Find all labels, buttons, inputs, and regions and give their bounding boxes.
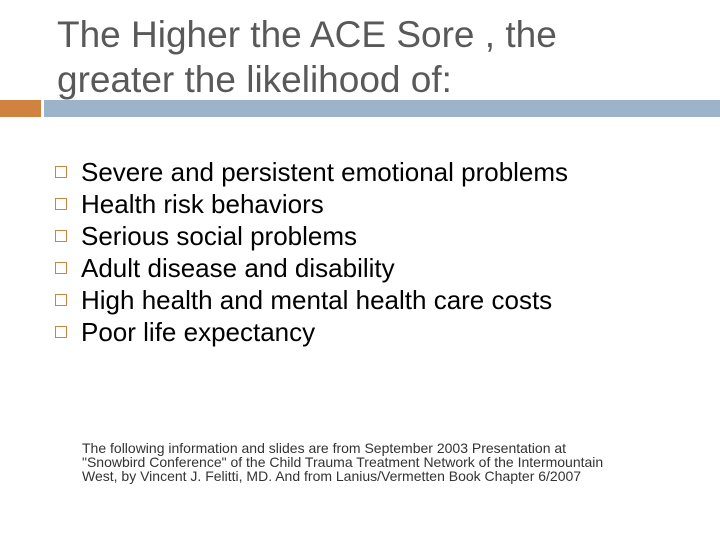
square-bullet-icon [55, 262, 67, 274]
bullet-text: Health risk behaviors [81, 189, 324, 219]
bullet-text: Poor life expectancy [81, 317, 316, 347]
source-footnote: The following information and slides are from September 2003 Presentation at "Snowbird Conference" of the Child Trauma Treatment Network of the Intermountain West, by Vincent J. Felitti, MD. And from Lanius/Vermetten Book Chapter 6/2007 [82, 440, 604, 484]
bullet-text: Adult disease and disability [81, 253, 395, 283]
square-bullet-icon [55, 294, 67, 306]
square-bullet-icon [55, 166, 67, 178]
bullet-text: Serious social problems [81, 221, 358, 251]
bullet-text: Severe and persistent emotional problems [81, 157, 569, 187]
square-bullet-icon [55, 326, 67, 338]
square-bullet-icon [55, 230, 67, 242]
square-bullet-icon [55, 198, 67, 210]
bullet-text: High health and mental health care costs [81, 285, 553, 315]
slide-title: The Higher the ACE Sore , the greater the likelihood of: [57, 14, 557, 100]
title-accent-bar-blue [44, 100, 720, 117]
title-accent-bar-orange [0, 100, 41, 117]
